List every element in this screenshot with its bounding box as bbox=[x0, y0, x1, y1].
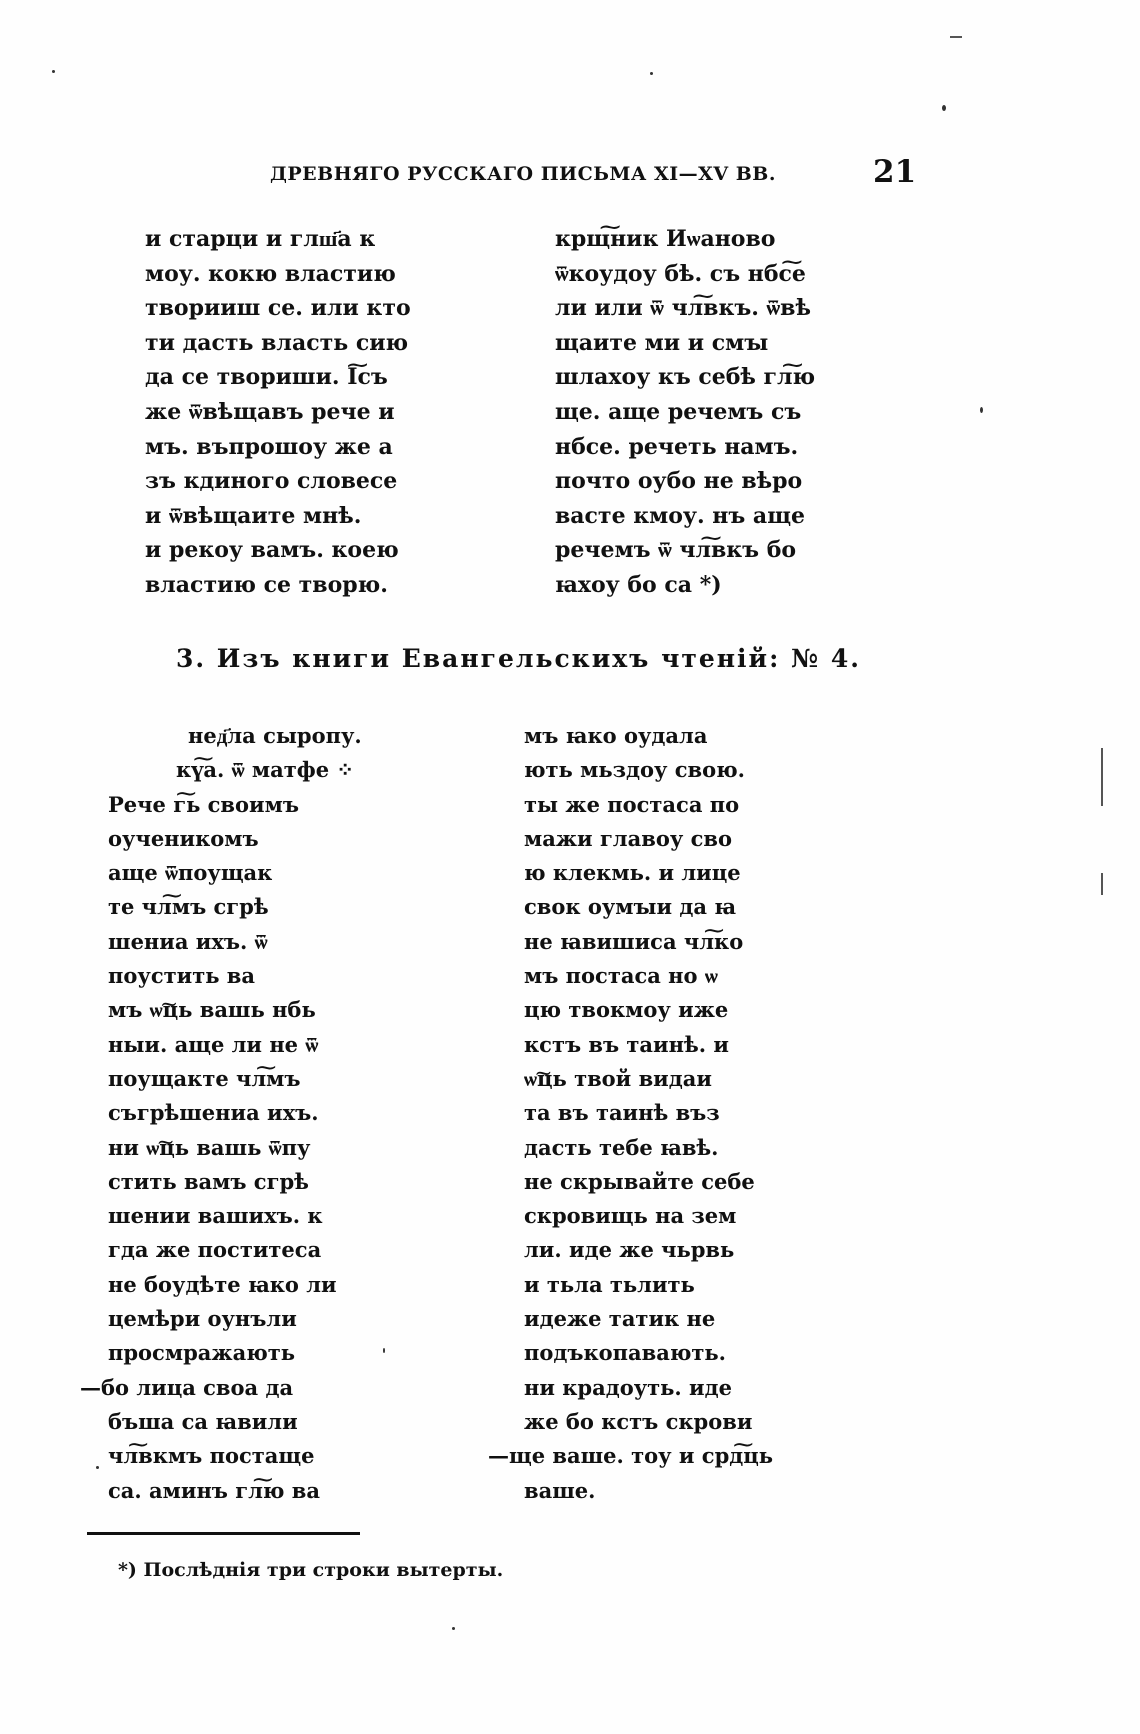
text-line: мъ. въпрошоу же а bbox=[145, 433, 393, 460]
text-line: да се твориши. І͠съ bbox=[145, 364, 388, 391]
text-line: шении вашихъ. к bbox=[108, 1203, 323, 1229]
text-line: кү͠а. ѿ матфе ⁘ bbox=[176, 757, 354, 783]
text-line: идеже татик не bbox=[524, 1306, 716, 1332]
text-line: мъ постаса но ѡ bbox=[524, 963, 718, 989]
text-line: поустить ва bbox=[108, 963, 255, 989]
text-line: шлахоу къ себѣ гл͠ю bbox=[555, 364, 816, 391]
text-line: нбсе. речеть намъ. bbox=[555, 433, 799, 460]
text-line: ꙗхоу бо са *) bbox=[555, 571, 722, 598]
text-line: нед҃ла сыропу. bbox=[188, 723, 362, 748]
scan-edge-mark bbox=[950, 36, 962, 38]
footnote-rule bbox=[87, 1532, 360, 1535]
text-line: ють мьздоу свою. bbox=[524, 757, 745, 783]
text-line: ныи. аще ли не ѿ bbox=[108, 1031, 319, 1057]
running-title: ДРЕВНЯГО РУССКАГО ПИСЬМА XI—XV ВВ. bbox=[270, 163, 776, 185]
text-line: —ще ваше. тоу и срд͠ць bbox=[488, 1443, 774, 1469]
text-line: подъкопавають. bbox=[524, 1340, 726, 1366]
text-line: чл͠вкмъ постаще bbox=[108, 1443, 315, 1469]
scan-speck bbox=[383, 1348, 385, 1353]
text-line: и тьла тьлить bbox=[524, 1271, 695, 1297]
text-line: та въ таинѣ въз bbox=[524, 1100, 720, 1126]
text-line: дасть тебе ꙗвѣ. bbox=[524, 1134, 719, 1160]
text-line: ни ѡ͠ць вашь ѿпу bbox=[108, 1134, 311, 1160]
text-line: аще ѿпоущак bbox=[108, 860, 273, 886]
section1-right-column bbox=[555, 222, 815, 603]
text-line: оученикомъ bbox=[108, 825, 259, 851]
footnote: *) Послѣднія три строки вытерты. bbox=[118, 1559, 504, 1581]
text-line: ты же постаса по bbox=[524, 791, 740, 817]
text-line: цемѣри оунъли bbox=[108, 1306, 297, 1332]
scan-speck bbox=[52, 70, 55, 73]
text-line: мъ ꙗко оудала bbox=[524, 723, 708, 748]
text-line: мъ ѡ͠ць вашь нбь bbox=[108, 997, 316, 1023]
text-line: просмражають bbox=[108, 1340, 295, 1366]
section3-right-column bbox=[488, 719, 773, 1508]
text-line: ли или ѿ чл͠вкъ. ѿвѣ bbox=[555, 295, 811, 322]
text-line: гда же поститеса bbox=[108, 1237, 322, 1263]
text-line: ю клекмь. и лице bbox=[524, 860, 741, 886]
scan-edge-mark bbox=[1101, 748, 1103, 806]
text-line: зъ кдиного словесе bbox=[145, 468, 398, 495]
text-line: мажи главоу сво bbox=[524, 825, 732, 851]
scan-speck bbox=[96, 1466, 99, 1469]
text-line: шениа ихъ. ѿ bbox=[108, 928, 268, 954]
text-line: стить вамъ сгрѣ bbox=[108, 1168, 309, 1194]
text-line: ни крадоуть. иде bbox=[524, 1374, 732, 1400]
text-line: не скрывайте себе bbox=[524, 1168, 755, 1194]
scan-edge-mark bbox=[1101, 873, 1103, 895]
text-line: поущакте чл͠мъ bbox=[108, 1065, 301, 1091]
text-line: властию се творю. bbox=[145, 571, 388, 598]
text-line: васте кмоу. нъ аще bbox=[555, 502, 805, 529]
text-line: ще. аще речемъ съ bbox=[555, 398, 802, 425]
text-line: и старци и глш҃а к bbox=[145, 226, 376, 252]
text-line: цю твокмоу иже bbox=[524, 997, 729, 1023]
text-line: не ꙗвишиса чл͠ко bbox=[524, 928, 744, 954]
text-line: съгрѣшениа ихъ. bbox=[108, 1100, 319, 1126]
section3-left-column bbox=[80, 719, 362, 1508]
text-line: скровищь на зем bbox=[524, 1203, 737, 1229]
text-line: ли. иде же чьрвь bbox=[524, 1237, 735, 1263]
text-line: речемъ ѿ чл͠вкъ бо bbox=[555, 537, 797, 564]
section-heading: 3. Изъ книги Евангельскихъ чтеній: № 4. bbox=[176, 644, 862, 673]
text-line: свок оумꙑи да ꙗ bbox=[524, 894, 737, 920]
scan-speck bbox=[980, 407, 983, 413]
text-line: не боудѣте ꙗко ли bbox=[108, 1271, 337, 1297]
text-line: ваше. bbox=[524, 1477, 596, 1503]
text-line: те чл͠мъ сгрѣ bbox=[108, 894, 269, 920]
text-line: —бо лица своа да bbox=[80, 1374, 294, 1400]
text-line: же ѿвѣщавъ рече и bbox=[145, 398, 395, 425]
text-line: и рекоу вамъ. коею bbox=[145, 537, 399, 564]
text-line: щаите ми и смꙑ bbox=[555, 329, 769, 356]
text-line: Рече г͠ь своимъ bbox=[108, 791, 299, 817]
text-line: ти дасть власть сию bbox=[145, 329, 409, 356]
text-line: кстъ въ таинѣ. и bbox=[524, 1031, 729, 1057]
text-line: и ѿвѣщаите мнѣ. bbox=[145, 502, 362, 529]
text-line: ѿкоудоу бѣ. съ нбс͠е bbox=[555, 260, 806, 287]
scan-speck bbox=[942, 105, 946, 111]
scan-speck bbox=[452, 1627, 455, 1630]
text-line: са. аминъ гл͠ю ва bbox=[108, 1477, 320, 1503]
scan-speck bbox=[650, 72, 653, 75]
text-line: же бо кстъ скрови bbox=[524, 1408, 753, 1434]
section1-left-column bbox=[145, 222, 411, 603]
text-line: бъша са ꙗвили bbox=[108, 1408, 298, 1434]
text-line: ѡ͠ць твой видаи bbox=[524, 1065, 712, 1091]
text-line: почто оубо не вѣро bbox=[555, 468, 803, 495]
text-line: моу. кокю властию bbox=[145, 260, 396, 287]
text-line: творииш се. или кто bbox=[145, 295, 411, 322]
page-number: 21 bbox=[873, 154, 917, 190]
text-line: крщ͠ник Иѡаново bbox=[555, 226, 776, 252]
